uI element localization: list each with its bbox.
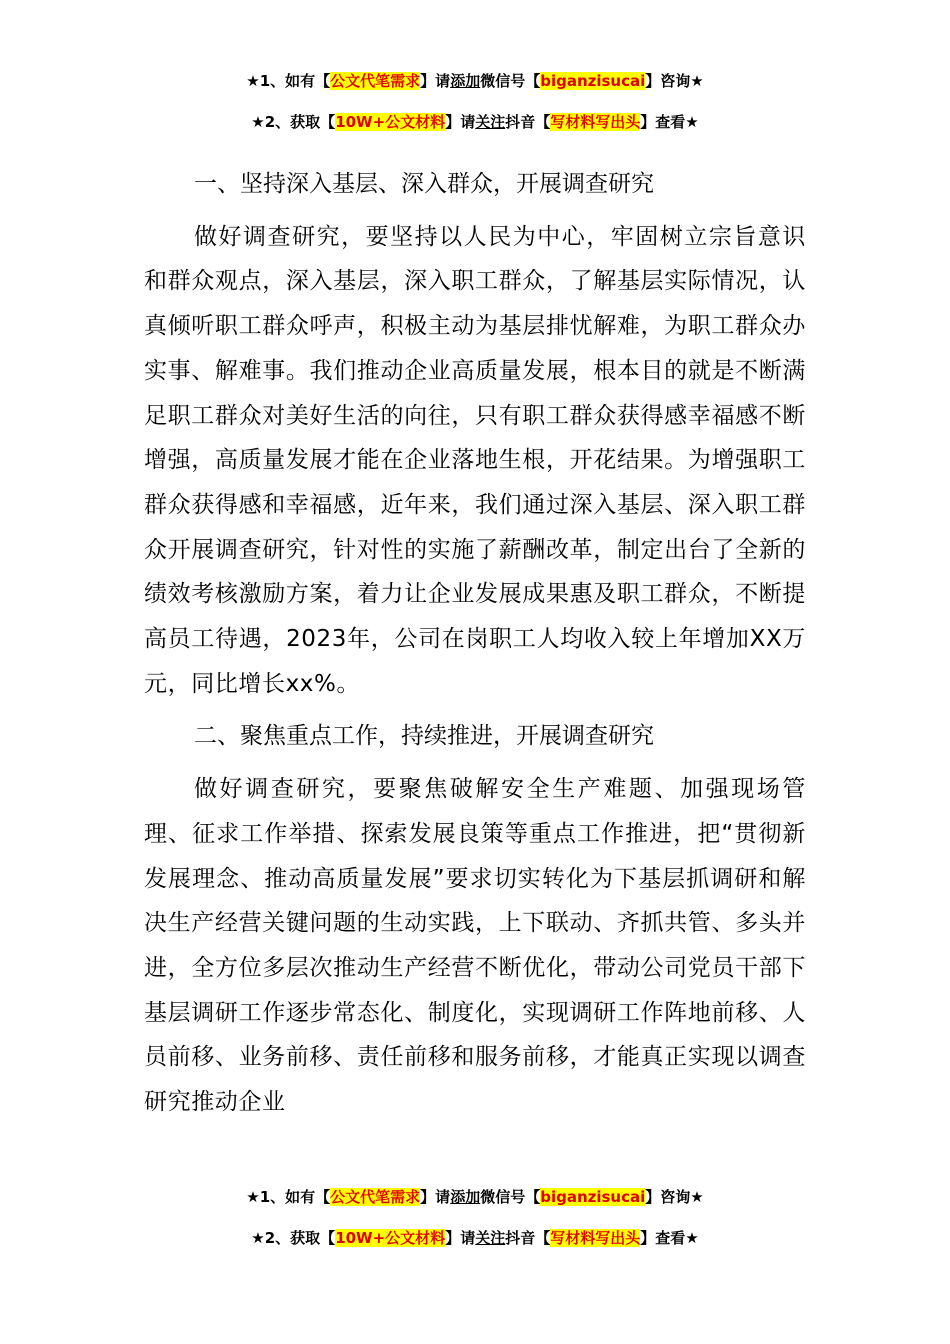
banner-highlight-wechat-id: biganzisucai [540, 1188, 646, 1206]
top-promo-banner-line-1 [0, 70, 950, 92]
banner-text: 】请 [445, 1229, 476, 1247]
banner-prefix: ★1、如有【 [246, 72, 331, 90]
banner-text: 微信号【 [480, 72, 541, 90]
banner-text: 抖音【 [505, 1229, 551, 1247]
banner-suffix: 】咨询★ [645, 72, 704, 90]
section-1-heading: 一、坚持深入基层、深入群众，开展调查研究 [194, 171, 654, 197]
section-1-paragraph: 做好调查研究，要坚持以人民为中心，牢固树立宗旨意识和群众观点，深入基层，深入职工群众，了解基层实际情况，认真倾听职工群众呼声，积极主动为基层排忧解难，为职工群众办实事、解难事。我们推动企业高质量发展，根本目的就是不断满足职工群众对美好生活的向往，只有职工群众获得感幸福感不断增强，高质量发展才能在企业落地生根，开花结果。为增强职工群众获得感和幸福感，近年来，我们通过深入基层、深入职工群众开展调查研究，针对性的实施了薪酬改革，制定出台了全新的绩效考核激励方案，着力让企业发展成果惠及职工群众，不断提高员工待遇，2023年，公司在岗职工人均收入较上年增加XX万元，同比增长xx%。 [144, 223, 806, 697]
bottom-promo-banner-line-2 [0, 1227, 950, 1249]
banner-suffix: 】咨询★ [645, 1188, 704, 1206]
banner-suffix: 】查看★ [640, 113, 699, 131]
banner-prefix: ★1、如有【 [246, 1188, 331, 1206]
banner-highlight-service: 公文代笔需求 [330, 1188, 421, 1206]
banner-highlight-wechat-id: biganzisucai [540, 72, 646, 90]
banner-underline-text: 关注 [475, 113, 506, 131]
banner-suffix: 】查看★ [640, 1229, 699, 1247]
banner-prefix: ★2、获取【 [251, 113, 336, 131]
banner-underline-text: 添加 [450, 72, 481, 90]
banner-text: 】请 [420, 1188, 451, 1206]
banner-text: 】请 [420, 72, 451, 90]
banner-prefix: ★2、获取【 [251, 1229, 336, 1247]
bottom-promo-banner-line-1 [0, 1186, 950, 1208]
banner-text: 】请 [445, 113, 476, 131]
section-2-paragraph: 做好调查研究，要聚焦破解安全生产难题、加强现场管理、征求工作举措、探索发展良策等重点工作推进，把“贯彻新发展理念、推动高质量发展”要求切实转化为下基层抓调研和解决生产经营关键问题的生动实践，上下联动、齐抓共管、多头并进，全方位多层次推动生产经营不断优化，带动公司党员干部下基层调研工作逐步常态化、制度化，实现调研工作阵地前移、人员前移、业务前移、责任前移和服务前移，才能真正实现以调查研究推动企业 [144, 776, 806, 1116]
top-promo-banner-line-2 [0, 111, 950, 133]
banner-underline-text: 关注 [475, 1229, 506, 1247]
banner-highlight-materials: 10W+公文材料 [335, 1229, 446, 1247]
banner-highlight-materials: 10W+公文材料 [335, 113, 446, 131]
banner-text: 抖音【 [505, 113, 551, 131]
banner-text: 微信号【 [480, 1188, 541, 1206]
banner-highlight-service: 公文代笔需求 [330, 72, 421, 90]
banner-highlight-douyin-id: 写材料写出头 [550, 113, 641, 131]
section-2-heading: 二、聚焦重点工作，持续推进，开展调查研究 [194, 723, 654, 750]
banner-underline-text: 添加 [450, 1188, 481, 1206]
document-body [144, 162, 806, 1133]
banner-highlight-douyin-id: 写材料写出头 [550, 1229, 641, 1247]
